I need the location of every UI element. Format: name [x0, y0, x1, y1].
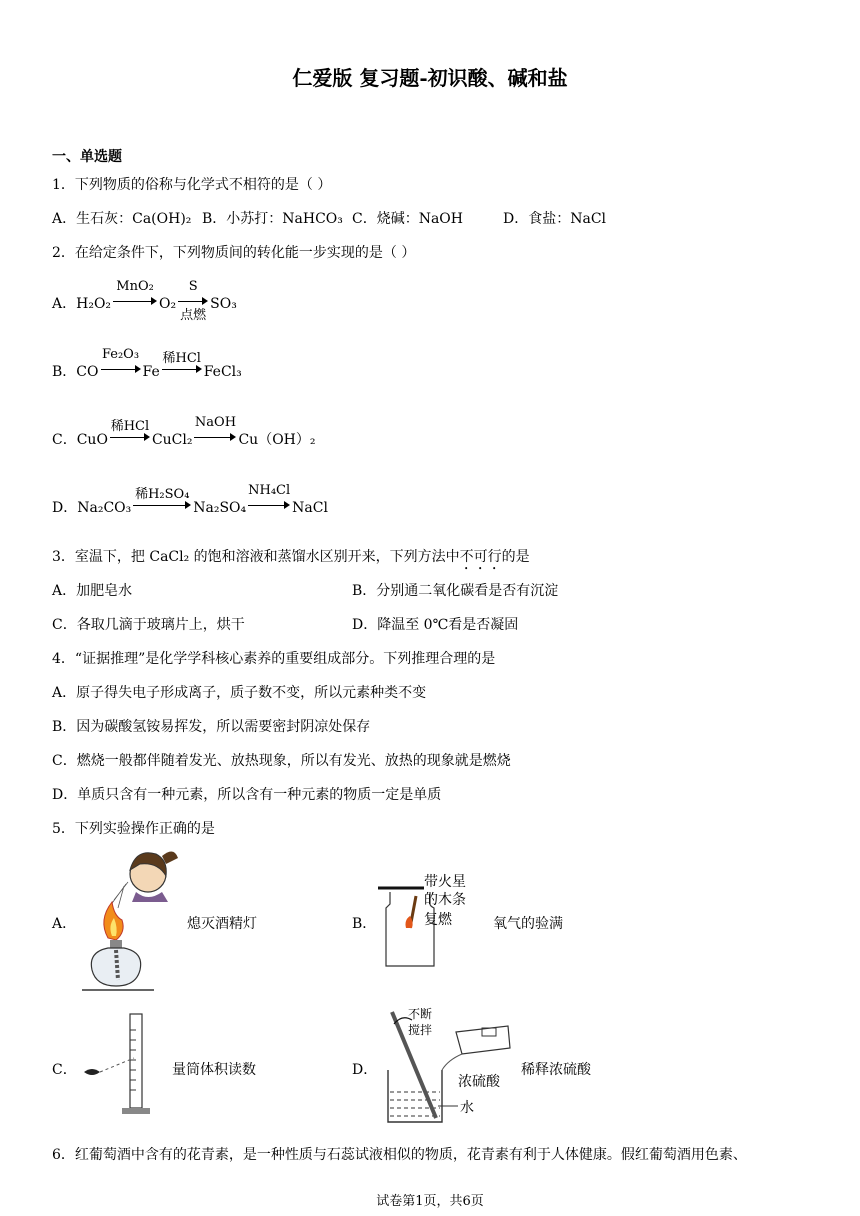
- q2-d-s2: Na₂SO₄: [193, 500, 247, 516]
- q1-stem: 1．下列物质的俗称与化学式不相符的是（ ）: [52, 177, 332, 193]
- q2-option-a: [52, 279, 237, 323]
- q2-c-s1: CuO: [76, 432, 108, 448]
- q2-c-reagent2: NaOH: [194, 415, 237, 430]
- q2-stem: 2．在给定条件下，下列物质间的转化能一步实现的是（ ）: [52, 245, 416, 261]
- q4-option-c: C．燃烧一般都伴随着发光、放热现象，所以有发光、放热的现象就是燃烧: [52, 753, 511, 769]
- q5-stem: 5．下列实验操作正确的是: [52, 821, 215, 837]
- q2-c-label: C．: [52, 432, 77, 448]
- q2-d-s3: NaCl: [292, 500, 328, 516]
- q2-b-reagent2: 稀HCl: [162, 351, 201, 366]
- q1-option-d: D．食盐：NaCl: [503, 211, 607, 227]
- reaction-arrow: [178, 279, 208, 323]
- q1-option-a: A．生石灰：Ca(OH)₂: [52, 211, 192, 227]
- b-img-text1: 带火星: [424, 874, 466, 890]
- q2-d-reagent1: 稀H₂SO₄: [135, 487, 190, 502]
- reaction-arrow: [194, 415, 237, 442]
- reaction-arrow: [110, 419, 150, 442]
- q5-b-caption: 氧气的验满: [493, 916, 563, 932]
- q2-b-s1: CO: [76, 364, 99, 380]
- d-img-text4: 水: [460, 1100, 474, 1116]
- q3-stem: [52, 546, 530, 573]
- d-img-text1: 不断: [408, 1007, 433, 1021]
- q2-a-reagent2: S: [188, 279, 198, 294]
- q4-stem: 4．“证据推理”是化学学科核心素养的重要组成部分。下列推理合理的是: [52, 651, 496, 667]
- q4-option-a: A．原子得失电子形成离子，质子数不变，所以元素种类不变: [52, 685, 427, 701]
- q3-option-c: C．各取几滴于玻璃片上，烘干: [52, 617, 245, 633]
- page-title: 仁爱版 复习题-初识酸、碱和盐: [292, 66, 568, 90]
- page-footer: 试卷第1页，共6页: [376, 1194, 484, 1209]
- q2-option-c: [52, 415, 316, 449]
- q3-option-b: B．分别通二氧化碳看是否有沉淀: [352, 583, 559, 599]
- dilute-sulfuric-acid-illustration: [378, 1004, 528, 1126]
- q1-option-c: C．烧碱：NaOH: [352, 211, 463, 227]
- b-img-text3: 复燃: [424, 912, 452, 928]
- d-img-text3: 浓硫酸: [458, 1074, 500, 1090]
- q2-b-label: B．: [52, 364, 77, 380]
- q6-stem: 6．红葡萄酒中含有的花青素，是一种性质与石蕊试液相似的物质，花青素有利于人体健康。假红葡萄酒用色素、: [52, 1147, 747, 1163]
- q2-d-s1: Na₂CO₃: [77, 500, 132, 516]
- q3-stem-emphasis: 不可行: [459, 549, 502, 565]
- q2-b-s2: Fe: [142, 364, 160, 380]
- q2-a-reagent1: MnO₂: [116, 279, 154, 294]
- graduated-cylinder-illustration: [78, 1010, 168, 1118]
- blow-out-lamp-illustration: [78, 840, 188, 996]
- q2-a-s1: H₂O₂: [76, 296, 112, 312]
- reaction-arrow: [248, 483, 291, 510]
- q2-option-b: [52, 347, 242, 381]
- q3-stem-pre: 3．室温下，把 CaCl₂ 的饱和溶液和蒸馏水区别开来，下列方法中: [52, 549, 460, 565]
- q5-b-label: B．: [352, 916, 377, 932]
- q2-option-d: [52, 483, 328, 517]
- q5-c-caption: 量筒体积读数: [172, 1062, 256, 1078]
- q5-d-caption: 稀释浓硫酸: [521, 1062, 591, 1078]
- q2-c-s3: Cu（OH）₂: [238, 432, 316, 448]
- q2-c-s2: CuCl₂: [151, 432, 193, 448]
- q5-a-caption: 熄灭酒精灯: [187, 916, 257, 932]
- reaction-arrow: [162, 351, 202, 374]
- q5-d-label: D．: [352, 1062, 378, 1078]
- q2-d-reagent2: NH₄Cl: [248, 483, 291, 498]
- q5-a-label: A．: [52, 916, 77, 932]
- q2-a-label: A．: [52, 296, 77, 312]
- q3-stem-post: 的是: [501, 549, 530, 565]
- q2-d-label: D．: [52, 500, 78, 516]
- q3-option-a: A．加肥皂水: [52, 583, 133, 599]
- q2-c-reagent1: 稀HCl: [110, 419, 150, 434]
- q1-option-b: B．小苏打：NaHCO₃: [202, 211, 343, 227]
- q4-option-b: B．因为碳酸氢铵易挥发，所以需要密封阴凉处保存: [52, 719, 371, 735]
- reaction-arrow: [133, 487, 191, 510]
- reaction-arrow: [113, 279, 157, 306]
- q2-b-reagent1: Fe₂O₃: [101, 347, 140, 362]
- section-heading: 一、单选题: [52, 149, 122, 165]
- q2-a-s3: SO₃: [210, 296, 237, 312]
- q2-b-s3: FeCl₃: [203, 364, 242, 380]
- b-img-text2: 的木条: [424, 892, 466, 908]
- q2-a-s2: O₂: [159, 296, 177, 312]
- oxygen-test-illustration: [378, 866, 488, 972]
- q3-option-d: D．降温至 0℃看是否凝固: [352, 617, 519, 633]
- q5-c-label: C．: [52, 1062, 77, 1078]
- q4-option-d: D．单质只含有一种元素，所以含有一种元素的物质一定是单质: [52, 787, 442, 803]
- d-img-text2: 搅拌: [408, 1023, 433, 1037]
- reaction-arrow: [101, 347, 141, 374]
- q2-a-condition: 点燃: [180, 308, 207, 323]
